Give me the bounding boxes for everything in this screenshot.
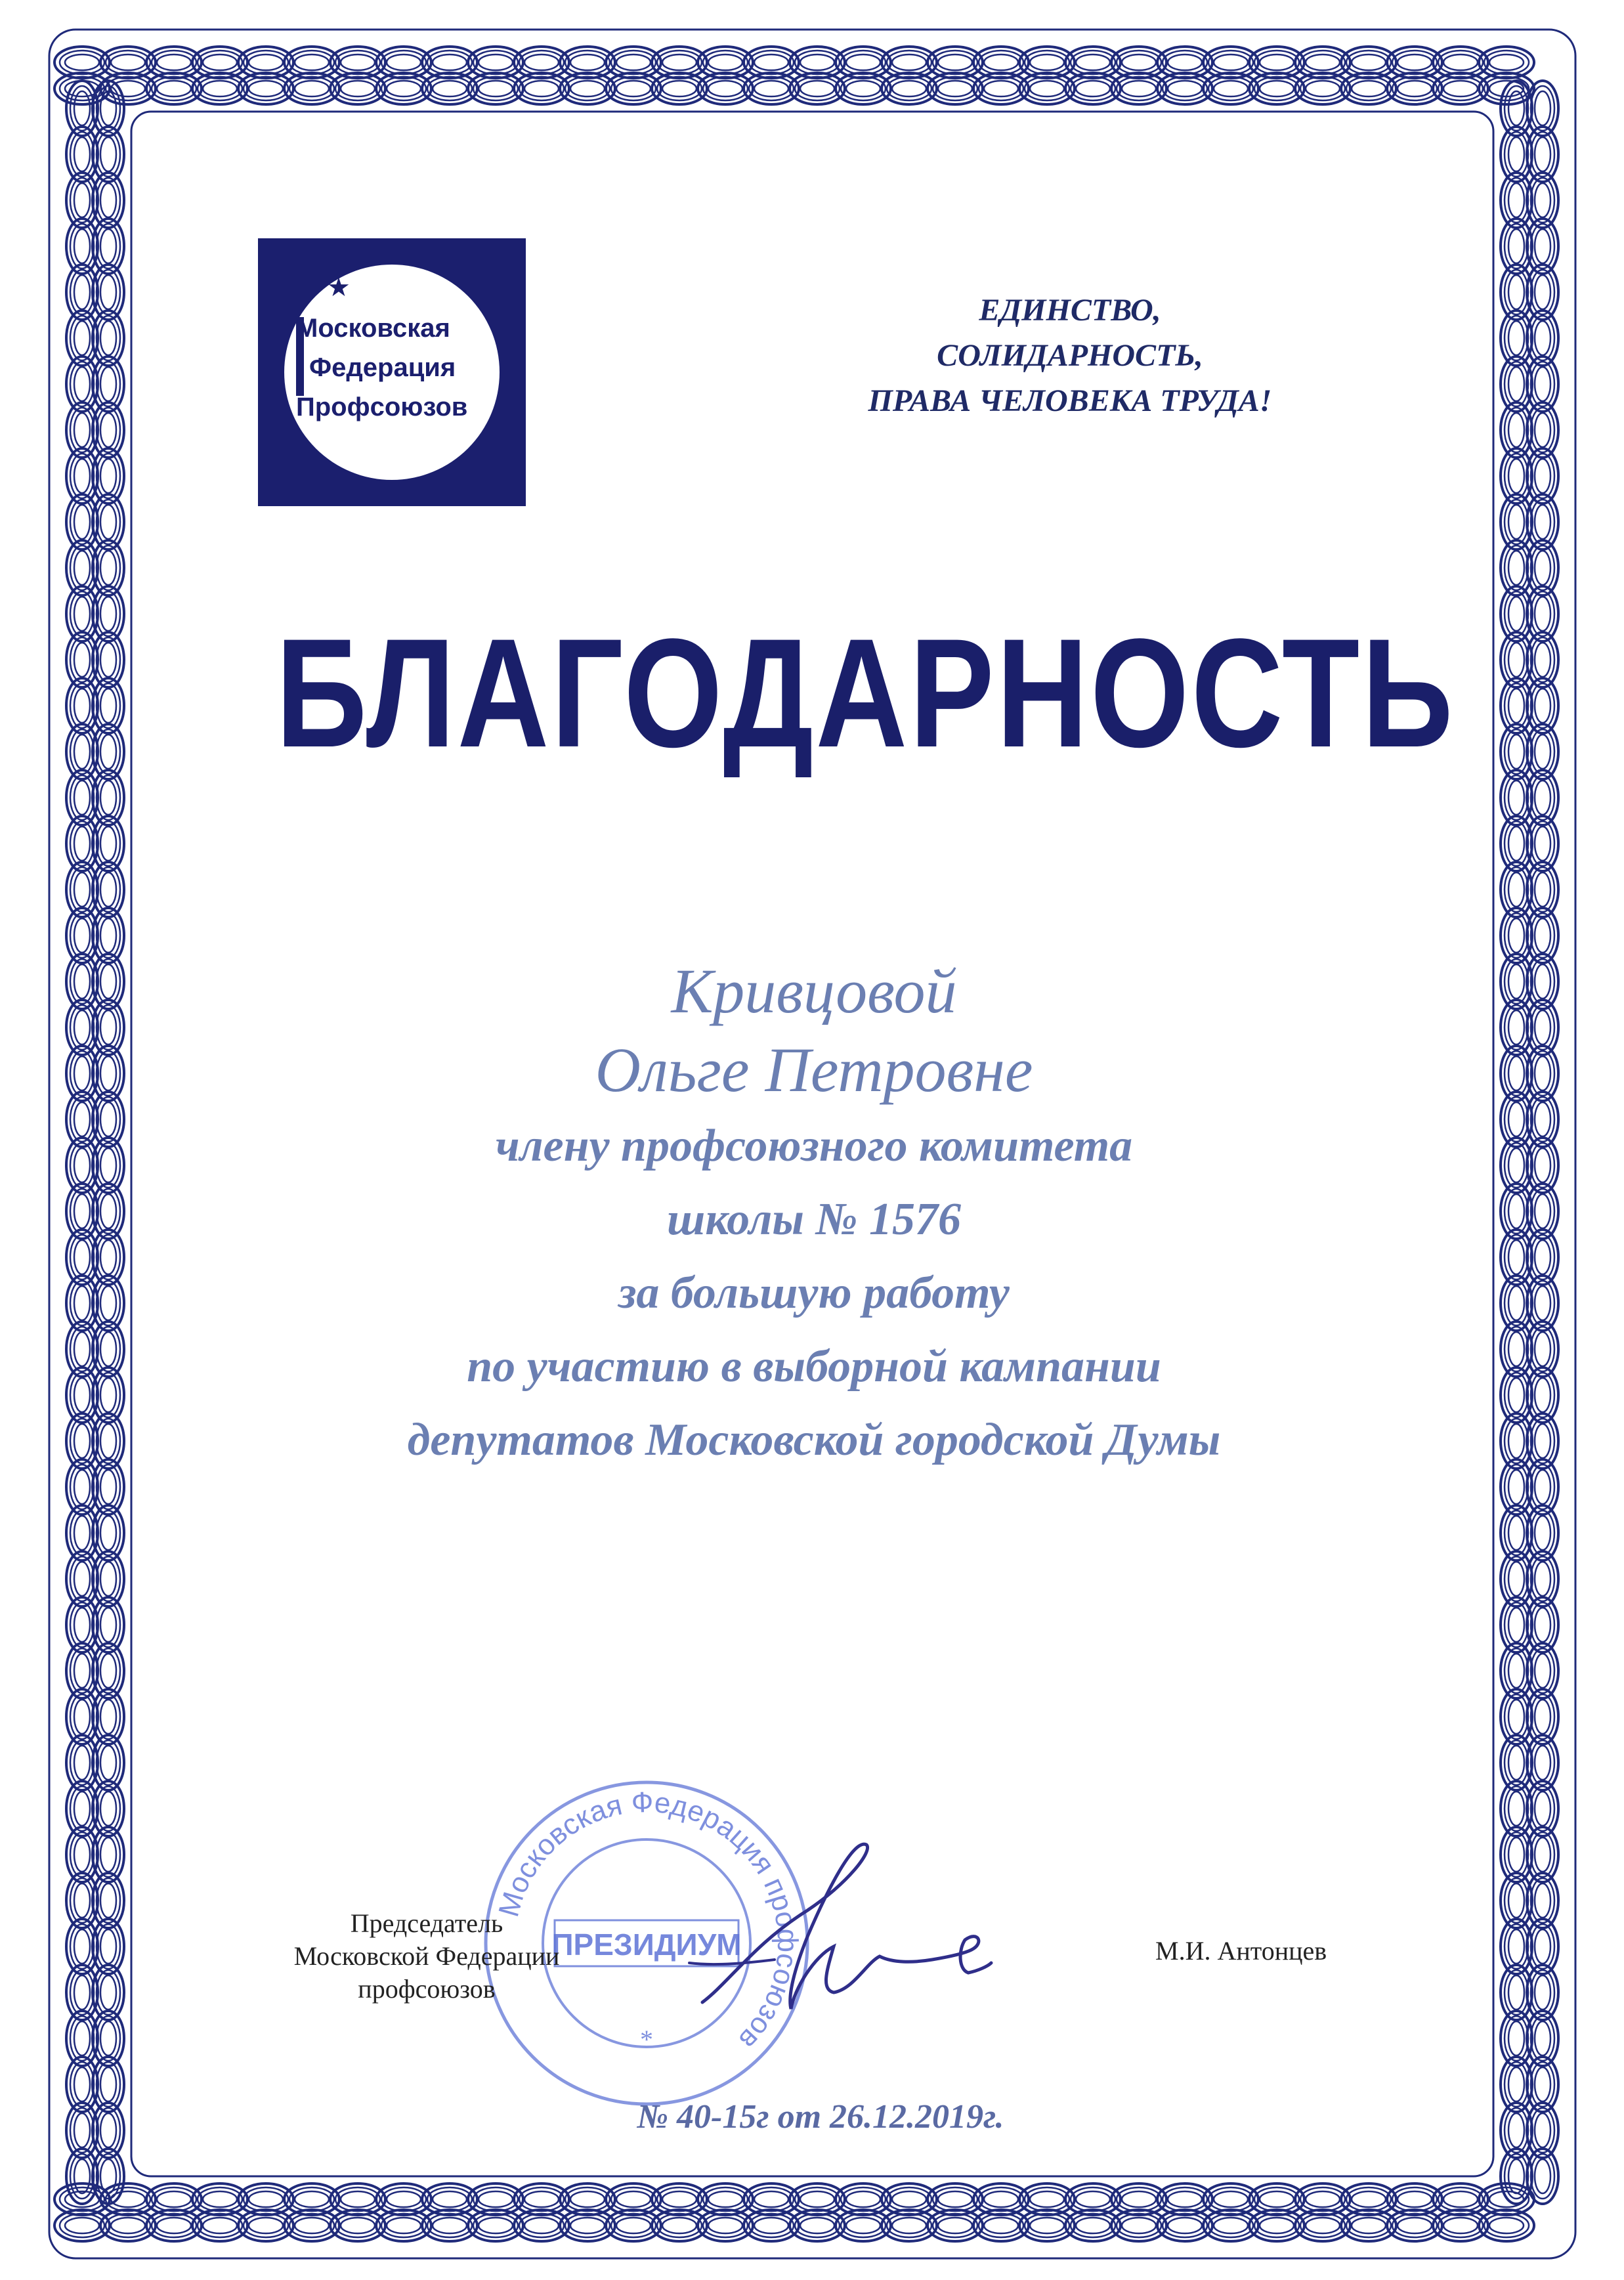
federation-logo: [258, 238, 526, 506]
signatory-title: [217, 1907, 637, 2006]
signatory-title-3: профсоюзов: [358, 1974, 496, 2004]
reason-line-2: по участию в выборной кампании: [467, 1341, 1161, 1392]
motto-line-2: СОЛИДАРНОСТЬ,: [937, 338, 1203, 373]
signatory-name: М.И. Антонцев: [1155, 1936, 1327, 1966]
reason-line-3: депутатов Московской городской Думы: [407, 1415, 1221, 1465]
recipient-block: [197, 952, 1431, 1477]
recipient-surname: Кривцовой: [671, 956, 957, 1026]
recipient-position-1: члену профсоюзного комитета: [495, 1121, 1133, 1171]
stamp-ring-text: Московская Федерация профсоюзов: [492, 1786, 804, 2056]
recipient-name: Ольге Петровне: [595, 1035, 1033, 1105]
logo-line-1: Московская: [296, 314, 450, 343]
star-icon: ★: [327, 272, 351, 303]
signatory-title-1: Председатель: [350, 1908, 503, 1938]
motto-line-1: ЕДИНСТВО,: [979, 293, 1161, 328]
logo-line-3: Профсоюзов: [296, 393, 468, 421]
handwritten-signature: [676, 1832, 1017, 2029]
motto: [775, 288, 1365, 423]
document-title: БЛАГОДАРНОСТЬ: [276, 607, 1455, 780]
logo-line-2: Федерация: [309, 353, 456, 382]
stamp-center-text: ПРЕЗИДИУМ: [551, 1927, 742, 1962]
document-number: № 40-15г от 26.12.2019г.: [637, 2098, 1004, 2136]
stamp-star-icon: *: [640, 2025, 653, 2054]
reason-line-1: за большую работу: [618, 1268, 1010, 1318]
signatory-title-2: Московской Федерации: [293, 1941, 560, 1971]
recipient-position-2: школы № 1576: [667, 1194, 961, 1245]
motto-line-3: ПРАВА ЧЕЛОВЕКА ТРУДА!: [868, 383, 1272, 418]
